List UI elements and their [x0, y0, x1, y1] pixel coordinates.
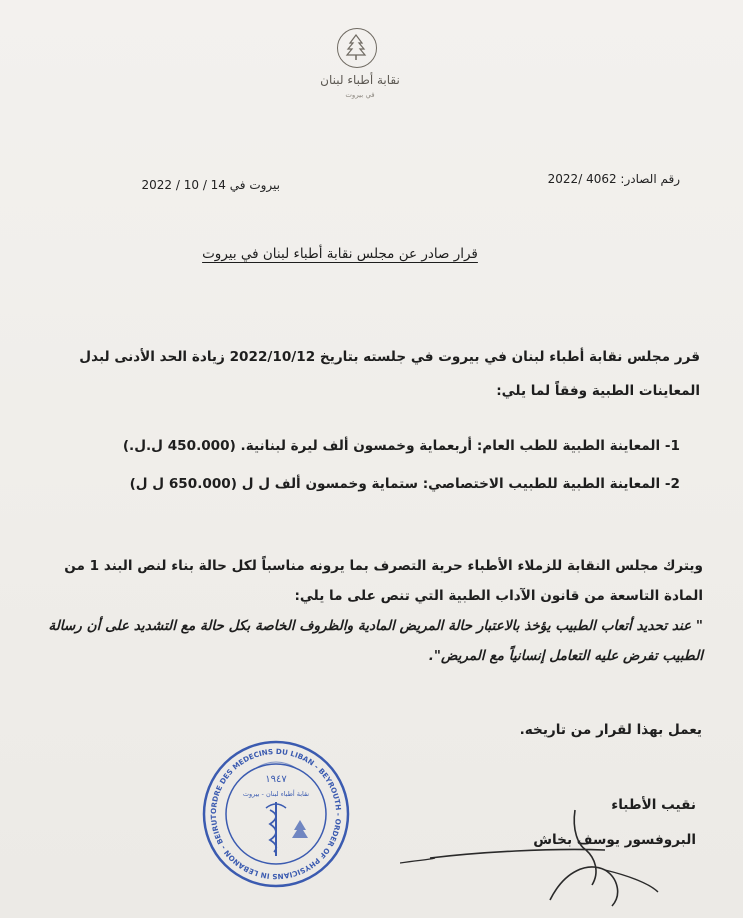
- org-name: نقابة أطباء لبنان: [320, 73, 400, 87]
- closing-line: يعمل بهذا لقرار من تاريخه.: [519, 722, 702, 738]
- seal-cedar-icon: [292, 820, 308, 838]
- seal-year: ١٩٤٧: [265, 774, 287, 785]
- header-logo: [300, 25, 420, 125]
- seal-caduceus-icon: [266, 802, 286, 856]
- official-seal: [200, 738, 352, 890]
- document-heading: [150, 246, 530, 262]
- document-date: بيروت في 14 / 10 / 2022: [141, 178, 280, 192]
- fee-item-specialist: 2- المعاينة الطبية للطبيب الاختصاصي: ستماية وخمسون ألف ل ل (650.000 ل ل): [129, 476, 680, 492]
- reference-number: رقم الصادر: 4062 /2022: [547, 172, 680, 186]
- signer-title: نقيب الأطباء: [611, 797, 696, 813]
- paragraph-discretion: ويترك مجلس النقابة للزملاء الأطباء حرية التصرف بما يرونه مناسباً لكل حالة بناء لنص البند 1 من المادة التاسعة من قانون الآداب الطبية التي تنص على ما يلي:: [64, 558, 703, 604]
- cedar-icon: [344, 33, 368, 61]
- seal-inner-text: نقابة أطباء لبنان - بيروت: [242, 790, 310, 798]
- handwritten-signature: [400, 800, 660, 910]
- signer-name: البروفسور يوسف بخاش: [533, 832, 696, 848]
- seal-outer-text: ORDRE DES MEDECINS DU LIBAN - BEYROUTH - ORDER OF PHYSICIANS IN LEBANON - BEIRUT: [208, 746, 344, 882]
- fee-list: [40, 427, 680, 503]
- org-subtitle: في بيروت: [345, 91, 375, 99]
- heading-text: قرار صادر عن مجلس نقابة أطباء لبنان في بيروت: [202, 246, 478, 262]
- paragraph-decision: قرر مجلس نقابة أطباء لبنان في بيروت في جلسته بتاريخ 2022/10/12 زيادة الحد الأدنى لبدل المعاينات الطبية وفقاً لما يلي:: [79, 349, 700, 399]
- fee-item-general: 1- المعاينة الطبية للطب العام: أربعماية وخمسون ألف ليرة لبنانية. (450.000 ل.ل.): [122, 438, 680, 454]
- ethics-quote: " عند تحديد أتعاب الطبيب يؤخذ بالاعتبار حالة المريض المادية والظروف الخاصة بكل حالة مع التشديد على أن رسالة الطبيب تفرض عليه التعامل إنسانياً مع المريض".: [48, 618, 703, 664]
